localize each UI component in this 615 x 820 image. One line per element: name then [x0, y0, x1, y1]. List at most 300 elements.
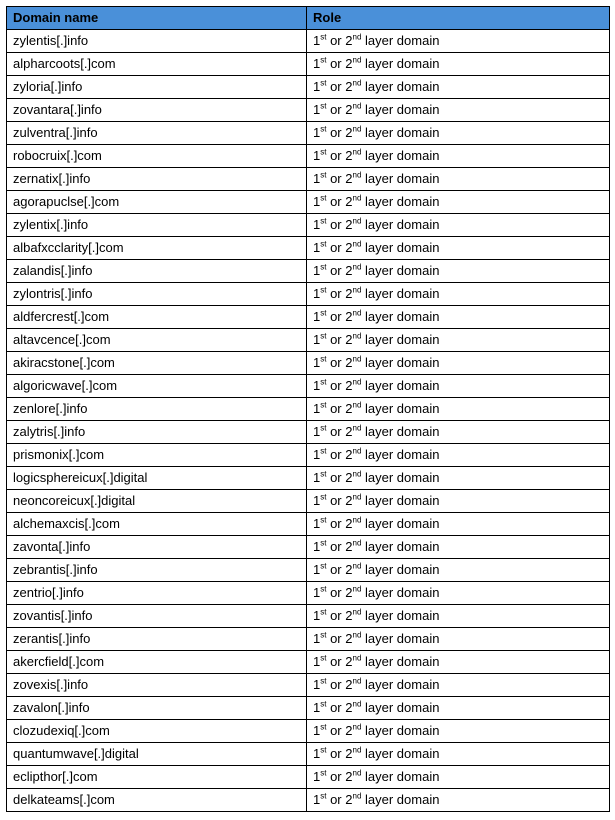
role-second-sup: nd	[352, 285, 362, 295]
role-first-num: 1	[313, 148, 321, 163]
role-first-sup: st	[320, 607, 327, 617]
table-row	[7, 674, 610, 697]
role-cell	[307, 145, 610, 168]
role-cell	[307, 720, 610, 743]
role-first-num: 1	[313, 56, 321, 71]
table-row	[7, 306, 610, 329]
role-first-sup: st	[320, 239, 327, 249]
role-first-sup: st	[320, 377, 327, 387]
role-middle: or	[326, 217, 346, 232]
role-first-sup: st	[320, 791, 327, 801]
role-cell	[307, 283, 610, 306]
role-first-num: 1	[313, 539, 321, 554]
role-first-num: 1	[313, 332, 321, 347]
role-first-sup: st	[320, 285, 327, 295]
role-end: layer domain	[361, 677, 440, 692]
role-second-sup: nd	[352, 216, 362, 226]
role-first-num: 1	[313, 355, 321, 370]
role-first-num: 1	[313, 562, 321, 577]
header-role: Role	[307, 7, 610, 30]
role-middle: or	[326, 286, 346, 301]
role-second-num: 2	[345, 171, 353, 186]
domain-cell: zentrio[.]info	[7, 582, 307, 605]
domain-cell: akiracstone[.]com	[7, 352, 307, 375]
role-first-sup: st	[320, 354, 327, 364]
role-first-sup: st	[320, 423, 327, 433]
role-first-sup: st	[320, 193, 327, 203]
domain-cell: akercfield[.]com	[7, 651, 307, 674]
role-second-num: 2	[345, 447, 353, 462]
role-first-num: 1	[313, 792, 321, 807]
role-second-num: 2	[345, 562, 353, 577]
role-first-num: 1	[313, 171, 321, 186]
role-middle: or	[326, 470, 346, 485]
role-cell	[307, 674, 610, 697]
role-first-sup: st	[320, 538, 327, 548]
role-first-sup: st	[320, 101, 327, 111]
role-middle: or	[326, 723, 346, 738]
role-second-sup: nd	[352, 423, 362, 433]
role-first-num: 1	[313, 263, 321, 278]
domain-cell: robocruix[.]com	[7, 145, 307, 168]
table-row	[7, 283, 610, 306]
role-second-num: 2	[345, 424, 353, 439]
role-cell	[307, 99, 610, 122]
role-second-num: 2	[345, 102, 353, 117]
role-first-sup: st	[320, 676, 327, 686]
role-first-num: 1	[313, 401, 321, 416]
domain-table-container	[6, 6, 609, 812]
domain-cell: aldfercrest[.]com	[7, 306, 307, 329]
role-first-num: 1	[313, 33, 321, 48]
role-second-num: 2	[345, 470, 353, 485]
role-second-num: 2	[345, 677, 353, 692]
role-second-sup: nd	[352, 124, 362, 134]
domain-cell: zavonta[.]info	[7, 536, 307, 559]
role-cell	[307, 168, 610, 191]
domain-cell: agorapuclse[.]com	[7, 191, 307, 214]
role-first-num: 1	[313, 217, 321, 232]
role-end: layer domain	[361, 33, 440, 48]
role-second-num: 2	[345, 33, 353, 48]
role-cell	[307, 260, 610, 283]
role-first-sup: st	[320, 124, 327, 134]
table-row	[7, 789, 610, 812]
role-end: layer domain	[361, 171, 440, 186]
role-end: layer domain	[361, 148, 440, 163]
role-end: layer domain	[361, 309, 440, 324]
role-first-sup: st	[320, 262, 327, 272]
table-row	[7, 444, 610, 467]
role-end: layer domain	[361, 585, 440, 600]
role-second-sup: nd	[352, 699, 362, 709]
role-middle: or	[326, 240, 346, 255]
role-second-sup: nd	[352, 722, 362, 732]
domain-cell: zernatix[.]info	[7, 168, 307, 191]
role-second-num: 2	[345, 240, 353, 255]
role-second-sup: nd	[352, 584, 362, 594]
domain-cell: zulventra[.]info	[7, 122, 307, 145]
role-end: layer domain	[361, 516, 440, 531]
role-second-sup: nd	[352, 239, 362, 249]
role-cell	[307, 513, 610, 536]
domain-cell: eclipthor[.]com	[7, 766, 307, 789]
role-end: layer domain	[361, 746, 440, 761]
table-row	[7, 536, 610, 559]
role-end: layer domain	[361, 263, 440, 278]
role-middle: or	[326, 378, 346, 393]
role-cell	[307, 306, 610, 329]
role-cell	[307, 743, 610, 766]
role-middle: or	[326, 493, 346, 508]
role-end: layer domain	[361, 424, 440, 439]
role-cell	[307, 398, 610, 421]
role-end: layer domain	[361, 447, 440, 462]
role-second-num: 2	[345, 585, 353, 600]
role-end: layer domain	[361, 608, 440, 623]
domain-cell: neoncoreicux[.]digital	[7, 490, 307, 513]
header-domain-name: Domain name	[7, 7, 307, 30]
role-first-sup: st	[320, 722, 327, 732]
role-middle: or	[326, 700, 346, 715]
role-first-num: 1	[313, 585, 321, 600]
role-second-num: 2	[345, 746, 353, 761]
role-second-num: 2	[345, 493, 353, 508]
domain-cell: altavcence[.]com	[7, 329, 307, 352]
role-end: layer domain	[361, 56, 440, 71]
role-first-sup: st	[320, 331, 327, 341]
role-end: layer domain	[361, 700, 440, 715]
domain-cell: zalytris[.]info	[7, 421, 307, 444]
domain-cell: zalandis[.]info	[7, 260, 307, 283]
role-second-num: 2	[345, 332, 353, 347]
role-second-num: 2	[345, 654, 353, 669]
role-middle: or	[326, 263, 346, 278]
role-second-sup: nd	[352, 193, 362, 203]
role-first-num: 1	[313, 746, 321, 761]
role-second-num: 2	[345, 539, 353, 554]
domain-cell: zyloria[.]info	[7, 76, 307, 99]
table-row	[7, 375, 610, 398]
role-cell	[307, 329, 610, 352]
role-first-num: 1	[313, 700, 321, 715]
role-second-sup: nd	[352, 400, 362, 410]
role-middle: or	[326, 171, 346, 186]
role-end: layer domain	[361, 769, 440, 784]
role-end: layer domain	[361, 723, 440, 738]
domain-cell: alpharcoots[.]com	[7, 53, 307, 76]
role-cell	[307, 766, 610, 789]
table-row	[7, 168, 610, 191]
role-second-num: 2	[345, 401, 353, 416]
role-end: layer domain	[361, 562, 440, 577]
role-second-sup: nd	[352, 354, 362, 364]
role-middle: or	[326, 792, 346, 807]
table-row	[7, 743, 610, 766]
role-second-num: 2	[345, 723, 353, 738]
role-middle: or	[326, 608, 346, 623]
role-end: layer domain	[361, 79, 440, 94]
role-second-num: 2	[345, 631, 353, 646]
role-cell	[307, 76, 610, 99]
role-second-num: 2	[345, 56, 353, 71]
role-second-sup: nd	[352, 768, 362, 778]
role-first-sup: st	[320, 400, 327, 410]
role-cell	[307, 191, 610, 214]
role-first-sup: st	[320, 561, 327, 571]
role-end: layer domain	[361, 654, 440, 669]
role-middle: or	[326, 516, 346, 531]
role-first-num: 1	[313, 125, 321, 140]
table-row	[7, 513, 610, 536]
role-middle: or	[326, 447, 346, 462]
role-end: layer domain	[361, 792, 440, 807]
table-row	[7, 260, 610, 283]
role-second-sup: nd	[352, 607, 362, 617]
role-middle: or	[326, 309, 346, 324]
table-row	[7, 651, 610, 674]
domain-cell: zylontris[.]info	[7, 283, 307, 306]
role-second-num: 2	[345, 217, 353, 232]
role-first-num: 1	[313, 424, 321, 439]
role-end: layer domain	[361, 401, 440, 416]
role-end: layer domain	[361, 102, 440, 117]
role-middle: or	[326, 401, 346, 416]
role-cell	[307, 605, 610, 628]
role-first-num: 1	[313, 194, 321, 209]
role-first-sup: st	[320, 55, 327, 65]
role-middle: or	[326, 424, 346, 439]
domain-cell: zebrantis[.]info	[7, 559, 307, 582]
role-first-num: 1	[313, 447, 321, 462]
role-second-num: 2	[345, 700, 353, 715]
table-body	[7, 30, 610, 812]
role-first-sup: st	[320, 78, 327, 88]
domain-cell: delkateams[.]com	[7, 789, 307, 812]
role-first-sup: st	[320, 630, 327, 640]
role-first-num: 1	[313, 608, 321, 623]
role-second-sup: nd	[352, 653, 362, 663]
role-second-sup: nd	[352, 676, 362, 686]
role-second-sup: nd	[352, 791, 362, 801]
table-row	[7, 398, 610, 421]
table-row	[7, 582, 610, 605]
role-first-sup: st	[320, 745, 327, 755]
role-first-sup: st	[320, 584, 327, 594]
role-middle: or	[326, 746, 346, 761]
table-row	[7, 421, 610, 444]
role-end: layer domain	[361, 470, 440, 485]
role-second-num: 2	[345, 792, 353, 807]
role-first-sup: st	[320, 469, 327, 479]
role-end: layer domain	[361, 286, 440, 301]
role-middle: or	[326, 585, 346, 600]
role-first-num: 1	[313, 677, 321, 692]
role-first-num: 1	[313, 493, 321, 508]
table-row	[7, 697, 610, 720]
table-row	[7, 30, 610, 53]
role-middle: or	[326, 125, 346, 140]
domain-cell: algoricwave[.]com	[7, 375, 307, 398]
role-second-num: 2	[345, 79, 353, 94]
table-row	[7, 490, 610, 513]
domain-cell: clozudexiq[.]com	[7, 720, 307, 743]
role-first-sup: st	[320, 32, 327, 42]
role-cell	[307, 421, 610, 444]
table-row	[7, 99, 610, 122]
table-row	[7, 766, 610, 789]
role-first-sup: st	[320, 768, 327, 778]
table-row	[7, 53, 610, 76]
role-second-sup: nd	[352, 377, 362, 387]
role-second-sup: nd	[352, 630, 362, 640]
role-first-num: 1	[313, 309, 321, 324]
role-second-num: 2	[345, 286, 353, 301]
table-row	[7, 329, 610, 352]
role-middle: or	[326, 631, 346, 646]
role-middle: or	[326, 79, 346, 94]
role-second-sup: nd	[352, 515, 362, 525]
role-middle: or	[326, 355, 346, 370]
role-middle: or	[326, 539, 346, 554]
role-second-num: 2	[345, 309, 353, 324]
role-first-sup: st	[320, 653, 327, 663]
role-first-num: 1	[313, 470, 321, 485]
role-first-num: 1	[313, 654, 321, 669]
role-cell	[307, 467, 610, 490]
table-row	[7, 76, 610, 99]
header-row	[7, 7, 610, 30]
role-first-num: 1	[313, 240, 321, 255]
role-second-sup: nd	[352, 101, 362, 111]
role-cell	[307, 237, 610, 260]
role-end: layer domain	[361, 378, 440, 393]
role-end: layer domain	[361, 332, 440, 347]
table-row	[7, 467, 610, 490]
role-middle: or	[326, 562, 346, 577]
role-middle: or	[326, 148, 346, 163]
role-second-sup: nd	[352, 55, 362, 65]
table-header	[7, 7, 610, 30]
role-second-sup: nd	[352, 147, 362, 157]
table-row	[7, 237, 610, 260]
role-cell	[307, 651, 610, 674]
role-middle: or	[326, 33, 346, 48]
role-second-sup: nd	[352, 745, 362, 755]
role-first-num: 1	[313, 378, 321, 393]
role-second-sup: nd	[352, 561, 362, 571]
role-cell	[307, 697, 610, 720]
role-end: layer domain	[361, 217, 440, 232]
role-second-num: 2	[345, 194, 353, 209]
role-end: layer domain	[361, 539, 440, 554]
role-second-sup: nd	[352, 492, 362, 502]
domain-cell: zovantis[.]info	[7, 605, 307, 628]
role-second-num: 2	[345, 378, 353, 393]
role-end: layer domain	[361, 240, 440, 255]
role-middle: or	[326, 56, 346, 71]
role-first-sup: st	[320, 147, 327, 157]
domain-cell: zenlore[.]info	[7, 398, 307, 421]
role-cell	[307, 53, 610, 76]
role-second-num: 2	[345, 148, 353, 163]
role-middle: or	[326, 769, 346, 784]
table-row	[7, 559, 610, 582]
role-second-sup: nd	[352, 469, 362, 479]
role-second-sup: nd	[352, 262, 362, 272]
role-first-num: 1	[313, 516, 321, 531]
role-first-sup: st	[320, 515, 327, 525]
role-middle: or	[326, 194, 346, 209]
role-second-num: 2	[345, 125, 353, 140]
role-middle: or	[326, 102, 346, 117]
role-first-sup: st	[320, 170, 327, 180]
role-middle: or	[326, 332, 346, 347]
role-first-num: 1	[313, 769, 321, 784]
role-cell	[307, 214, 610, 237]
domain-cell: zylentis[.]info	[7, 30, 307, 53]
role-first-sup: st	[320, 308, 327, 318]
domain-cell: zovexis[.]info	[7, 674, 307, 697]
role-middle: or	[326, 677, 346, 692]
table-row	[7, 628, 610, 651]
domain-table	[6, 6, 610, 812]
role-second-sup: nd	[352, 331, 362, 341]
table-row	[7, 214, 610, 237]
role-cell	[307, 30, 610, 53]
domain-cell: logicsphereicux[.]digital	[7, 467, 307, 490]
role-end: layer domain	[361, 355, 440, 370]
domain-cell: zavalon[.]info	[7, 697, 307, 720]
role-cell	[307, 789, 610, 812]
role-first-num: 1	[313, 286, 321, 301]
role-second-sup: nd	[352, 538, 362, 548]
role-first-sup: st	[320, 446, 327, 456]
domain-cell: alchemaxcis[.]com	[7, 513, 307, 536]
table-row	[7, 145, 610, 168]
role-second-num: 2	[345, 263, 353, 278]
role-end: layer domain	[361, 194, 440, 209]
domain-cell: prismonix[.]com	[7, 444, 307, 467]
role-first-num: 1	[313, 723, 321, 738]
role-second-num: 2	[345, 355, 353, 370]
role-cell	[307, 444, 610, 467]
role-end: layer domain	[361, 631, 440, 646]
role-second-sup: nd	[352, 446, 362, 456]
role-first-sup: st	[320, 216, 327, 226]
table-row	[7, 191, 610, 214]
role-first-sup: st	[320, 699, 327, 709]
role-second-sup: nd	[352, 170, 362, 180]
table-row	[7, 720, 610, 743]
role-cell	[307, 582, 610, 605]
role-cell	[307, 536, 610, 559]
domain-cell: quantumwave[.]digital	[7, 743, 307, 766]
role-cell	[307, 628, 610, 651]
role-first-num: 1	[313, 631, 321, 646]
role-second-sup: nd	[352, 78, 362, 88]
role-first-num: 1	[313, 79, 321, 94]
role-middle: or	[326, 654, 346, 669]
role-cell	[307, 375, 610, 398]
role-first-sup: st	[320, 492, 327, 502]
table-row	[7, 352, 610, 375]
domain-cell: zerantis[.]info	[7, 628, 307, 651]
domain-cell: zovantara[.]info	[7, 99, 307, 122]
role-cell	[307, 490, 610, 513]
role-second-num: 2	[345, 516, 353, 531]
role-end: layer domain	[361, 125, 440, 140]
